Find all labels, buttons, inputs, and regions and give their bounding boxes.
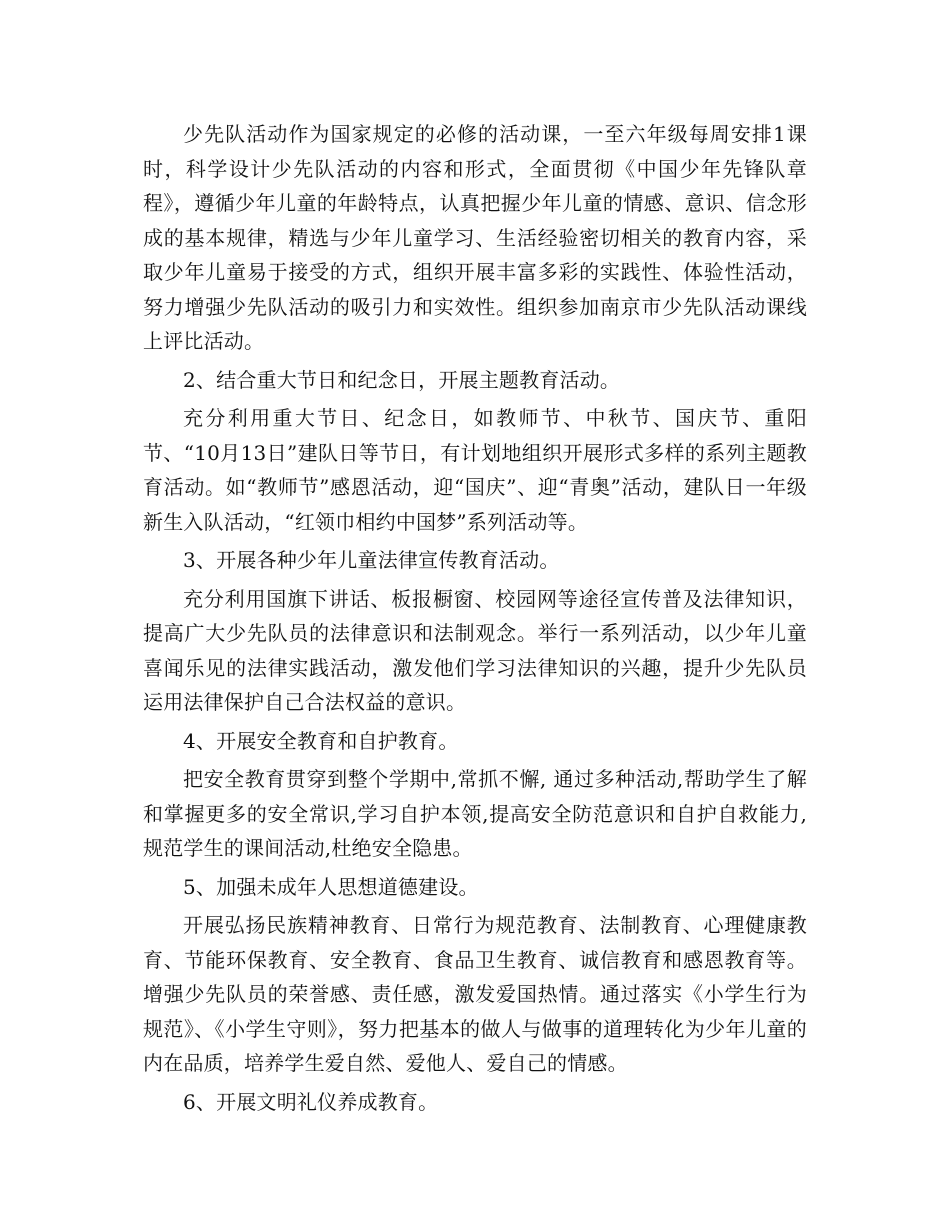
document-body [143,117,807,1119]
heading-safety-education: 4、开展安全教育和自护教育。 [183,728,459,753]
heading-moral-development: 5、加强未成年人思想道德建设。 [183,874,479,899]
heading-legal-education: 3、开展各种少年儿童法律宣传教育活动。 [183,548,560,572]
paragraph-festival-themed-education: 充分利用重大节日、纪念日，如教师节、中秋节、国庆节、重阳节、“10月13日”建队日等节日，有计划地组织开展形式多样的系列主题教育活动。如“教师节”感恩活动，迎“国庆”、迎“青奥”活动，建队日一年级新生入队活动，“红领巾相约中国梦”系列活动等。 [143,406,807,534]
paragraph-legal-education: 充分利用国旗下讲话、板报橱窗、校园网等途径宣传普及法律知识，提高广大少先队员的法律意识和法制观念。举行一系列活动，以少年儿童喜闻乐见的法律实践活动，激发他们学习法律知识的兴趣，提升少先队员运用法律保护自己合法权益的意识。 [143,586,807,714]
paragraph-young-pioneer-activity-course: 少先队活动作为国家规定的必修的活动课，一至六年级每周安排1课时，科学设计少先队活动的内容和形式，全面贯彻《中国少年先锋队章程》，遵循少年儿童的年龄特点，认真把握少年儿童的情感、意识、信念形成的基本规律，精选与少年儿童学习、生活经验密切相关的教育内容，采取少年儿童易于接受的方式，组织开展丰富多彩的实践性、体验性活动，努力增强少先队活动的吸引力和实效性。组织参加南京市少先队活动课线上评比活动。 [143,122,807,353]
heading-festival-themed-education: 2、结合重大节日和纪念日，开展主题教育活动。 [183,367,621,392]
paragraph-moral-development: 开展弘扬民族精神教育、日常行为规范教育、法制教育、心理健康教育、节能环保教育、安全教育、食品卫生教育、诚信教育和感恩教育等。增强少先队员的荣誉感、责任感，激发爱国热情。通过落实《小学生行为规范》、《小学生守则》，努力把基本的做人与做事的道理转化为少年儿童的内在品质，培养学生爱自然、爱他人、爱自己的情感。 [143,913,807,1075]
heading-etiquette-education: 6、开展文明礼仪养成教育。 [183,1089,439,1114]
paragraph-safety-education: 把安全教育贯穿到整个学期中,常抓不懈, 通过多种活动,帮助学生了解和掌握更多的安全常识,学习自护本领,提高安全防范意识和自护自救能力,规范学生的课间活动,杜绝安全隐患。 [143,767,807,860]
